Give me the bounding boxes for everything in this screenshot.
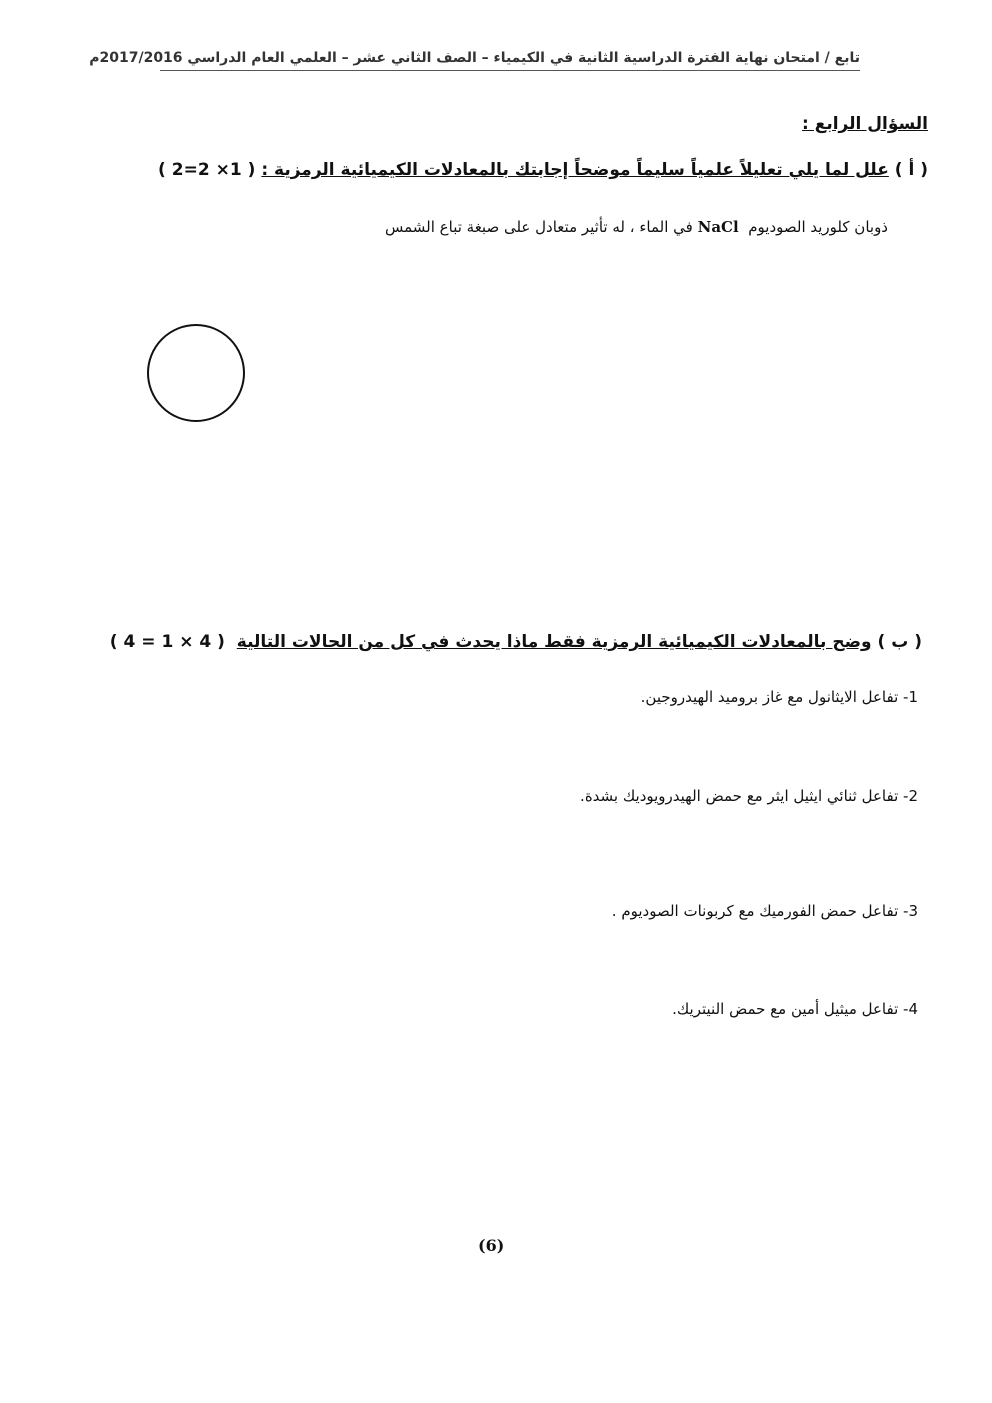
question-title: السؤال الرابع :	[802, 114, 928, 134]
part-b-item-4: 4- تفاعل ميثيل أمين مع حمض النيتريك.	[672, 1000, 918, 1018]
part-a-heading	[158, 160, 928, 180]
statement-before: ذوبان كلوريد الصوديوم	[748, 218, 888, 236]
part-b-label: ( ب )	[877, 632, 922, 652]
part-b-instruction: وضح بالمعادلات الكيميائية الرمزية فقط ماذا يحدث في كل من الحالات التالية	[236, 632, 872, 652]
page-header: تابع / امتحان نهاية الفترة الدراسية الثانية في الكيمياء – الصف الثاني عشر – العلمي العام الدراسي 2017/2016م	[89, 50, 860, 66]
part-b-item-3: 3- تفاعل حمض الفورميك مع كربونات الصوديوم .	[611, 902, 918, 920]
page-number: (6)	[478, 1236, 505, 1255]
part-a-marks: ( 1× 2=2 )	[158, 160, 256, 180]
part-b-item-1: 1- تفاعل الايثانول مع غاز بروميد الهيدروجين.	[640, 688, 918, 706]
part-a-label: ( أ )	[894, 160, 928, 180]
part-b-marks: ( 4 × 1 = 4 )	[109, 632, 225, 652]
part-b-heading	[110, 632, 922, 652]
header-rule	[160, 70, 860, 71]
part-a-statement	[385, 218, 888, 236]
part-a-instruction: علل لما يلي تعليلاً علمياً سليماً موضحاً إجابتك بالمعادلات الكيميائية الرمزية :	[261, 160, 889, 180]
score-circle	[147, 324, 245, 422]
statement-after: في الماء ، له تأثير متعادل على صبغة تباع الشمس	[384, 218, 693, 236]
statement-formula: NaCl	[697, 218, 739, 236]
part-b-item-2: 2- تفاعل ثنائي ايثيل ايثر مع حمض الهيدرويوديك بشدة.	[580, 787, 918, 805]
